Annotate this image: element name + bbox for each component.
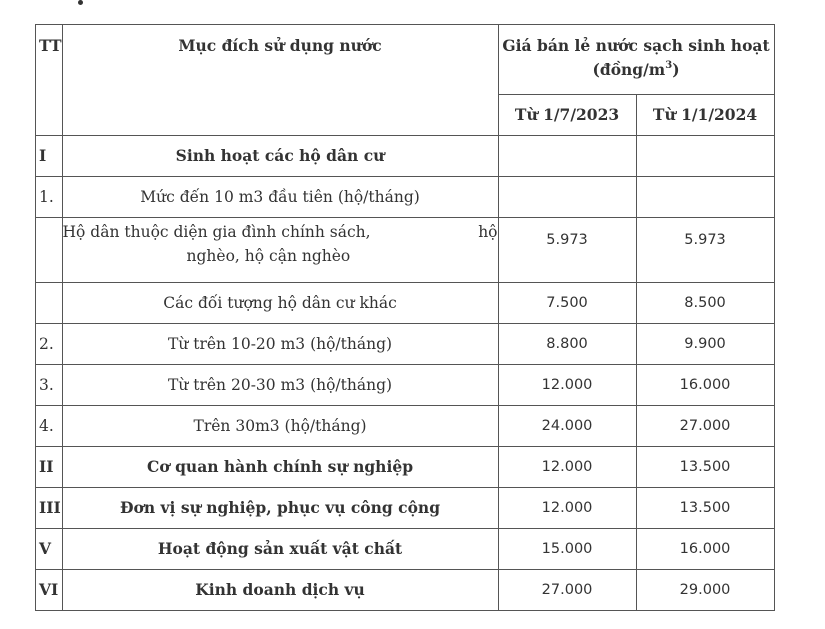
row-value-2023 [498,177,636,218]
water-price-table [35,24,775,611]
row-purpose-line-1 [63,220,498,244]
row-tt: 2. [36,324,63,365]
row-purpose [62,218,498,283]
list-bullet [78,0,83,5]
table-row [36,365,775,406]
header-price [498,25,774,95]
header-price-unit-suffix: ) [672,60,680,79]
row-purpose-part-a: Hộ dân thuộc diện gia đình chính sách, [62,223,371,241]
row-purpose: Mức đến 10 m3 đầu tiên (hộ/tháng) [62,177,498,218]
row-tt: VI [36,570,63,611]
row-value-2024: 13.500 [636,488,774,529]
row-value-2023: 12.000 [498,365,636,406]
row-value-2023: 24.000 [498,406,636,447]
table-row [36,177,775,218]
row-value-2024: 13.500 [636,447,774,488]
table-row [36,283,775,324]
row-tt: I [36,136,63,177]
row-value-2024 [636,136,774,177]
header-date-1: Từ 1/7/2023 [498,95,636,136]
table-row [36,529,775,570]
row-tt: III [36,488,63,529]
header-tt: TT [36,25,63,136]
row-value-2023 [498,136,636,177]
row-value-2023: 27.000 [498,570,636,611]
row-tt [36,218,63,283]
row-purpose-part-c: nghèo, hộ cận nghèo [186,247,351,265]
row-purpose: Hoạt động sản xuất vật chất [62,529,498,570]
table-row [36,136,775,177]
row-value-2024: 16.000 [636,365,774,406]
row-tt [36,283,63,324]
row-value-2024: 5.973 [636,218,774,283]
row-tt: 3. [36,365,63,406]
row-value-2023: 12.000 [498,488,636,529]
table-row [36,488,775,529]
row-tt: 1. [36,177,63,218]
header-price-unit-sup: 3 [665,59,673,71]
row-value-2024: 9.900 [636,324,774,365]
row-value-2023: 15.000 [498,529,636,570]
row-tt: V [36,529,63,570]
row-value-2024: 27.000 [636,406,774,447]
header-date-2: Từ 1/1/2024 [636,95,774,136]
table-header-row [36,25,775,95]
header-price-title: Giá bán lẻ nước sạch sinh hoạt [502,36,770,55]
row-value-2024: 29.000 [636,570,774,611]
row-purpose: Sinh hoạt các hộ dân cư [62,136,498,177]
table-row [36,447,775,488]
row-tt: 4. [36,406,63,447]
table-row [36,218,775,283]
row-value-2024: 16.000 [636,529,774,570]
row-purpose: Đơn vị sự nghiệp, phục vụ công cộng [62,488,498,529]
row-purpose: Từ trên 10-20 m3 (hộ/tháng) [62,324,498,365]
table-row [36,324,775,365]
row-value-2024 [636,177,774,218]
table-row [36,406,775,447]
row-purpose-part-b: hộ [478,223,498,241]
row-purpose: Trên 30m3 (hộ/tháng) [62,406,498,447]
row-value-2024: 8.500 [636,283,774,324]
row-value-2023: 12.000 [498,447,636,488]
row-value-2023: 7.500 [498,283,636,324]
header-price-unit-prefix: (đồng/m [592,60,666,79]
table-row [36,570,775,611]
row-purpose: Cơ quan hành chính sự nghiệp [62,447,498,488]
row-purpose: Các đối tượng hộ dân cư khác [62,283,498,324]
row-tt: II [36,447,63,488]
row-purpose: Kinh doanh dịch vụ [62,570,498,611]
header-purpose: Mục đích sử dụng nước [62,25,498,136]
row-value-2023: 8.800 [498,324,636,365]
row-purpose: Từ trên 20-30 m3 (hộ/tháng) [62,365,498,406]
row-value-2023: 5.973 [498,218,636,283]
